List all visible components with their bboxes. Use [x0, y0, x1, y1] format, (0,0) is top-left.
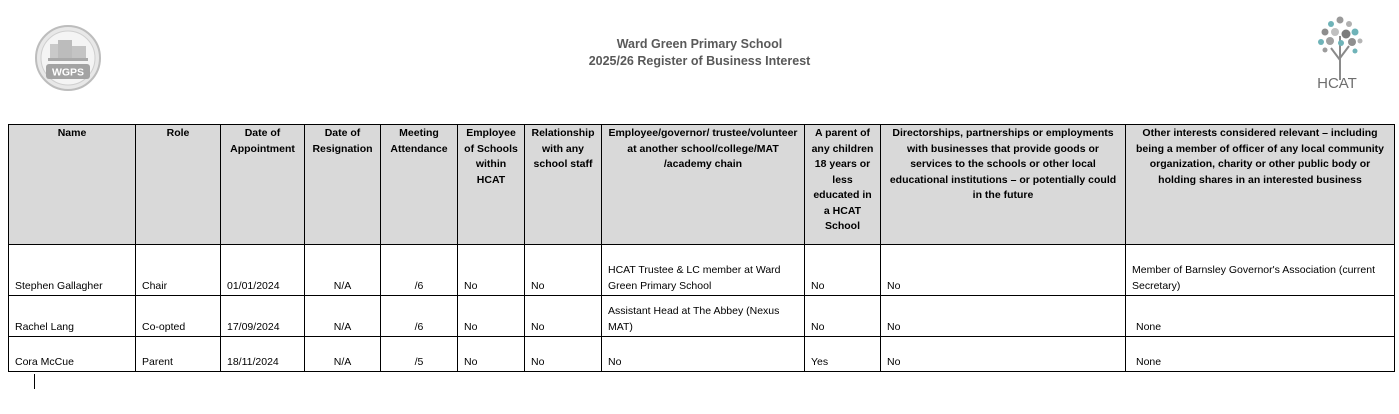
col-header-directorships: Directorships, partnerships or employments with businesses that provide goods or services to the schools or other local educational institutions – or potentially could in the future [881, 125, 1126, 245]
cell-relationship: No [525, 296, 602, 337]
cell-resignation: N/A [305, 296, 381, 337]
cell-other-school: No [602, 337, 805, 372]
cell-other-interests: Member of Barnsley Governor's Association (current Secretary) [1126, 245, 1395, 296]
table-header-row [9, 125, 1395, 245]
col-header-relationship: Relationship with any school staff [525, 125, 602, 245]
cell-other-school: HCAT Trustee & LC member at Ward Green Primary School [602, 245, 805, 296]
cell-other-interests: None [1126, 296, 1395, 337]
school-name: Ward Green Primary School [616, 37, 783, 51]
cell-name: Rachel Lang [9, 296, 136, 337]
cell-directorships: No [881, 337, 1126, 372]
page-header [0, 36, 1399, 70]
svg-text:HCAT: HCAT [1317, 75, 1357, 92]
table-row [9, 245, 1395, 296]
table-row [9, 337, 1395, 372]
col-header-role: Role [136, 125, 221, 245]
cell-employee-hcat: No [458, 337, 525, 372]
hcat-logo [1303, 12, 1371, 92]
cell-role: Co-opted [136, 296, 221, 337]
cell-directorships: No [881, 296, 1126, 337]
col-header-parent: A parent of any children 18 years or less educated in a HCAT School [805, 125, 881, 245]
cell-name: Cora McCue [9, 337, 136, 372]
cell-relationship: No [525, 245, 602, 296]
cell-directorships: No [881, 245, 1126, 296]
col-header-employee-hcat: Employee of Schools within HCAT [458, 125, 525, 245]
col-header-name: Name [9, 125, 136, 245]
col-header-appointment: Date of Appointment [221, 125, 305, 245]
col-header-resignation: Date of Resignation [305, 125, 381, 245]
cell-parent: Yes [805, 337, 881, 372]
col-header-other-interests: Other interests considered relevant – including being a member of officer of any local community organization, charity or other public body or holding shares in an interested business [1126, 125, 1395, 245]
cell-parent: No [805, 296, 881, 337]
register-title: 2025/26 Register of Business Interest [588, 54, 811, 68]
table-row [9, 296, 1395, 337]
svg-text:WGPS: WGPS [51, 66, 85, 79]
col-header-other-school: Employee/governor/ trustee/volunteer at another school/college/MAT /academy chain [602, 125, 805, 245]
cell-resignation: N/A [305, 337, 381, 372]
cell-other-school: Assistant Head at The Abbey (Nexus MAT) [602, 296, 805, 337]
cell-relationship: No [525, 337, 602, 372]
text-cursor [34, 374, 35, 389]
col-header-attendance: Meeting Attendance [381, 125, 458, 245]
cell-name: Stephen Gallagher [9, 245, 136, 296]
cell-resignation: N/A [305, 245, 381, 296]
cell-role: Chair [136, 245, 221, 296]
cell-attendance: /6 [381, 245, 458, 296]
cell-employee-hcat: No [458, 296, 525, 337]
cell-appointment: 01/01/2024 [221, 245, 305, 296]
cell-role: Parent [136, 337, 221, 372]
cell-appointment: 18/11/2024 [221, 337, 305, 372]
cell-employee-hcat: No [458, 245, 525, 296]
cell-attendance: /5 [381, 337, 458, 372]
cell-other-interests: None [1126, 337, 1395, 372]
cell-parent: No [805, 245, 881, 296]
business-interest-table [8, 124, 1395, 372]
cell-appointment: 17/09/2024 [221, 296, 305, 337]
cell-attendance: /6 [381, 296, 458, 337]
